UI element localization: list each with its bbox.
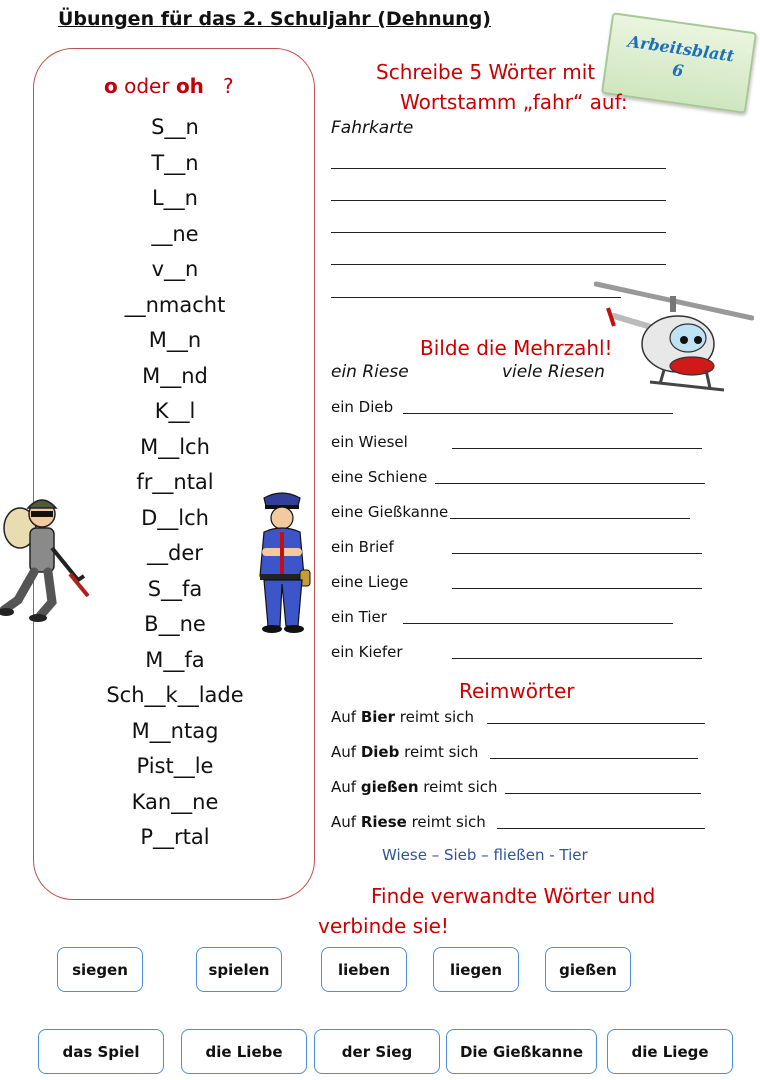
rhyme-item: Auf gießen reimt sich [331, 778, 498, 796]
oh-word: M__fa [145, 647, 205, 672]
word-box-verb[interactable]: gießen [545, 947, 631, 992]
oh-word: M__n [148, 328, 202, 352]
oh-word: Kan__ne [131, 789, 219, 814]
plural-example-singular: ein Riese [331, 362, 409, 382]
oh-word: __nmacht [124, 292, 226, 317]
answer-line[interactable] [331, 200, 666, 201]
answer-line[interactable] [331, 168, 666, 169]
oh-word: M__nd [142, 363, 208, 388]
rhyme-hint: Wiese – Sieb – fließen - Tier [382, 846, 588, 864]
oh-word: M__ntag [131, 718, 219, 743]
answer-line[interactable] [450, 518, 690, 519]
oh-word: Sch__k__lade [106, 683, 244, 707]
plural-item: ein Wiesel [331, 433, 408, 451]
word-box-verb[interactable]: lieben [321, 947, 407, 992]
stem-task-example: Fahrkarte [331, 118, 414, 138]
oh-word: Pist__le [136, 754, 214, 778]
answer-line[interactable] [452, 553, 702, 554]
oh-word: __der [147, 541, 203, 565]
plural-item: ein Dieb [331, 398, 394, 416]
plural-example-plural: viele Riesen [502, 362, 605, 382]
answer-line[interactable] [331, 297, 621, 298]
word-box-noun[interactable]: die Liege [607, 1029, 733, 1074]
answer-line[interactable] [403, 623, 673, 624]
plural-item: ein Kiefer [331, 643, 403, 661]
answer-line[interactable] [505, 793, 701, 794]
answer-line[interactable] [331, 232, 666, 233]
badge-label: Arbeitsblatt [626, 31, 736, 66]
oh-word-list [95, 110, 255, 856]
plural-item: ein Tier [331, 608, 387, 626]
oh-word: S__fa [147, 576, 203, 601]
helicopter-illustration [594, 278, 754, 400]
heading-o: o [104, 74, 118, 98]
thief-illustration [0, 488, 92, 630]
oh-panel-heading [104, 74, 234, 98]
word-box-verb[interactable]: siegen [57, 947, 143, 992]
rhyme-item: Auf Dieb reimt sich [331, 743, 479, 761]
oh-word: B__ne [144, 612, 206, 636]
answer-line[interactable] [490, 758, 698, 759]
plural-task-heading: Bilde die Mehrzahl! [420, 336, 613, 360]
answer-line[interactable] [487, 723, 705, 724]
connect-task-heading-1: Finde verwandte Wörter und [371, 884, 656, 908]
page-title: Übungen für das 2. Schuljahr (Dehnung) [58, 8, 491, 30]
answer-line[interactable] [403, 413, 673, 414]
rhyme-item: Auf Bier reimt sich [331, 708, 474, 726]
rhyme-word: Riese [360, 813, 407, 831]
oh-word: D__lch [141, 505, 209, 530]
rhyme-word: Bier [360, 708, 395, 726]
word-box-verb[interactable]: liegen [433, 947, 519, 992]
heading-oder: oder [117, 74, 176, 98]
oh-word: T__n [151, 150, 199, 175]
answer-line[interactable] [331, 264, 666, 265]
connect-task-heading-2: verbinde sie! [318, 914, 449, 938]
word-box-noun[interactable]: der Sieg [314, 1029, 440, 1074]
stem-task-heading-1: Schreibe 5 Wörter mit [376, 60, 596, 84]
rhyme-word: gießen [360, 778, 419, 796]
rhyme-word: Dieb [360, 743, 400, 761]
plural-item: eine Gießkanne [331, 503, 449, 521]
stem-task-heading-2: Wortstamm „fahr“ auf: [400, 90, 628, 114]
word-box-noun[interactable]: die Liebe [181, 1029, 307, 1074]
plural-item: eine Liege [331, 573, 409, 591]
plural-item: ein Brief [331, 538, 394, 556]
badge-number: 6 [671, 60, 685, 81]
word-box-verb[interactable]: spielen [196, 947, 282, 992]
word-box-noun[interactable]: das Spiel [38, 1029, 164, 1074]
rhyme-item: Auf Riese reimt sich [331, 813, 486, 831]
oh-word: fr__ntal [136, 470, 214, 494]
oh-word: M__lch [140, 434, 210, 459]
answer-line[interactable] [435, 483, 705, 484]
police-illustration [250, 488, 318, 638]
oh-word: K__l [154, 399, 196, 423]
heading-question: ? [223, 74, 234, 98]
plural-item: eine Schiene [331, 468, 428, 486]
answer-line[interactable] [497, 828, 705, 829]
oh-word: S__n [151, 115, 199, 139]
oh-word: P__rtal [140, 825, 210, 849]
answer-line[interactable] [452, 588, 702, 589]
oh-word: v__n [151, 257, 199, 281]
answer-line[interactable] [452, 658, 702, 659]
rhyme-task-heading: Reimwörter [459, 679, 575, 703]
word-box-noun[interactable]: Die Gießkanne [446, 1029, 597, 1074]
heading-oh: oh [175, 74, 204, 98]
oh-word: L__n [151, 186, 198, 210]
answer-line[interactable] [452, 448, 702, 449]
oh-word: __ne [151, 221, 199, 246]
